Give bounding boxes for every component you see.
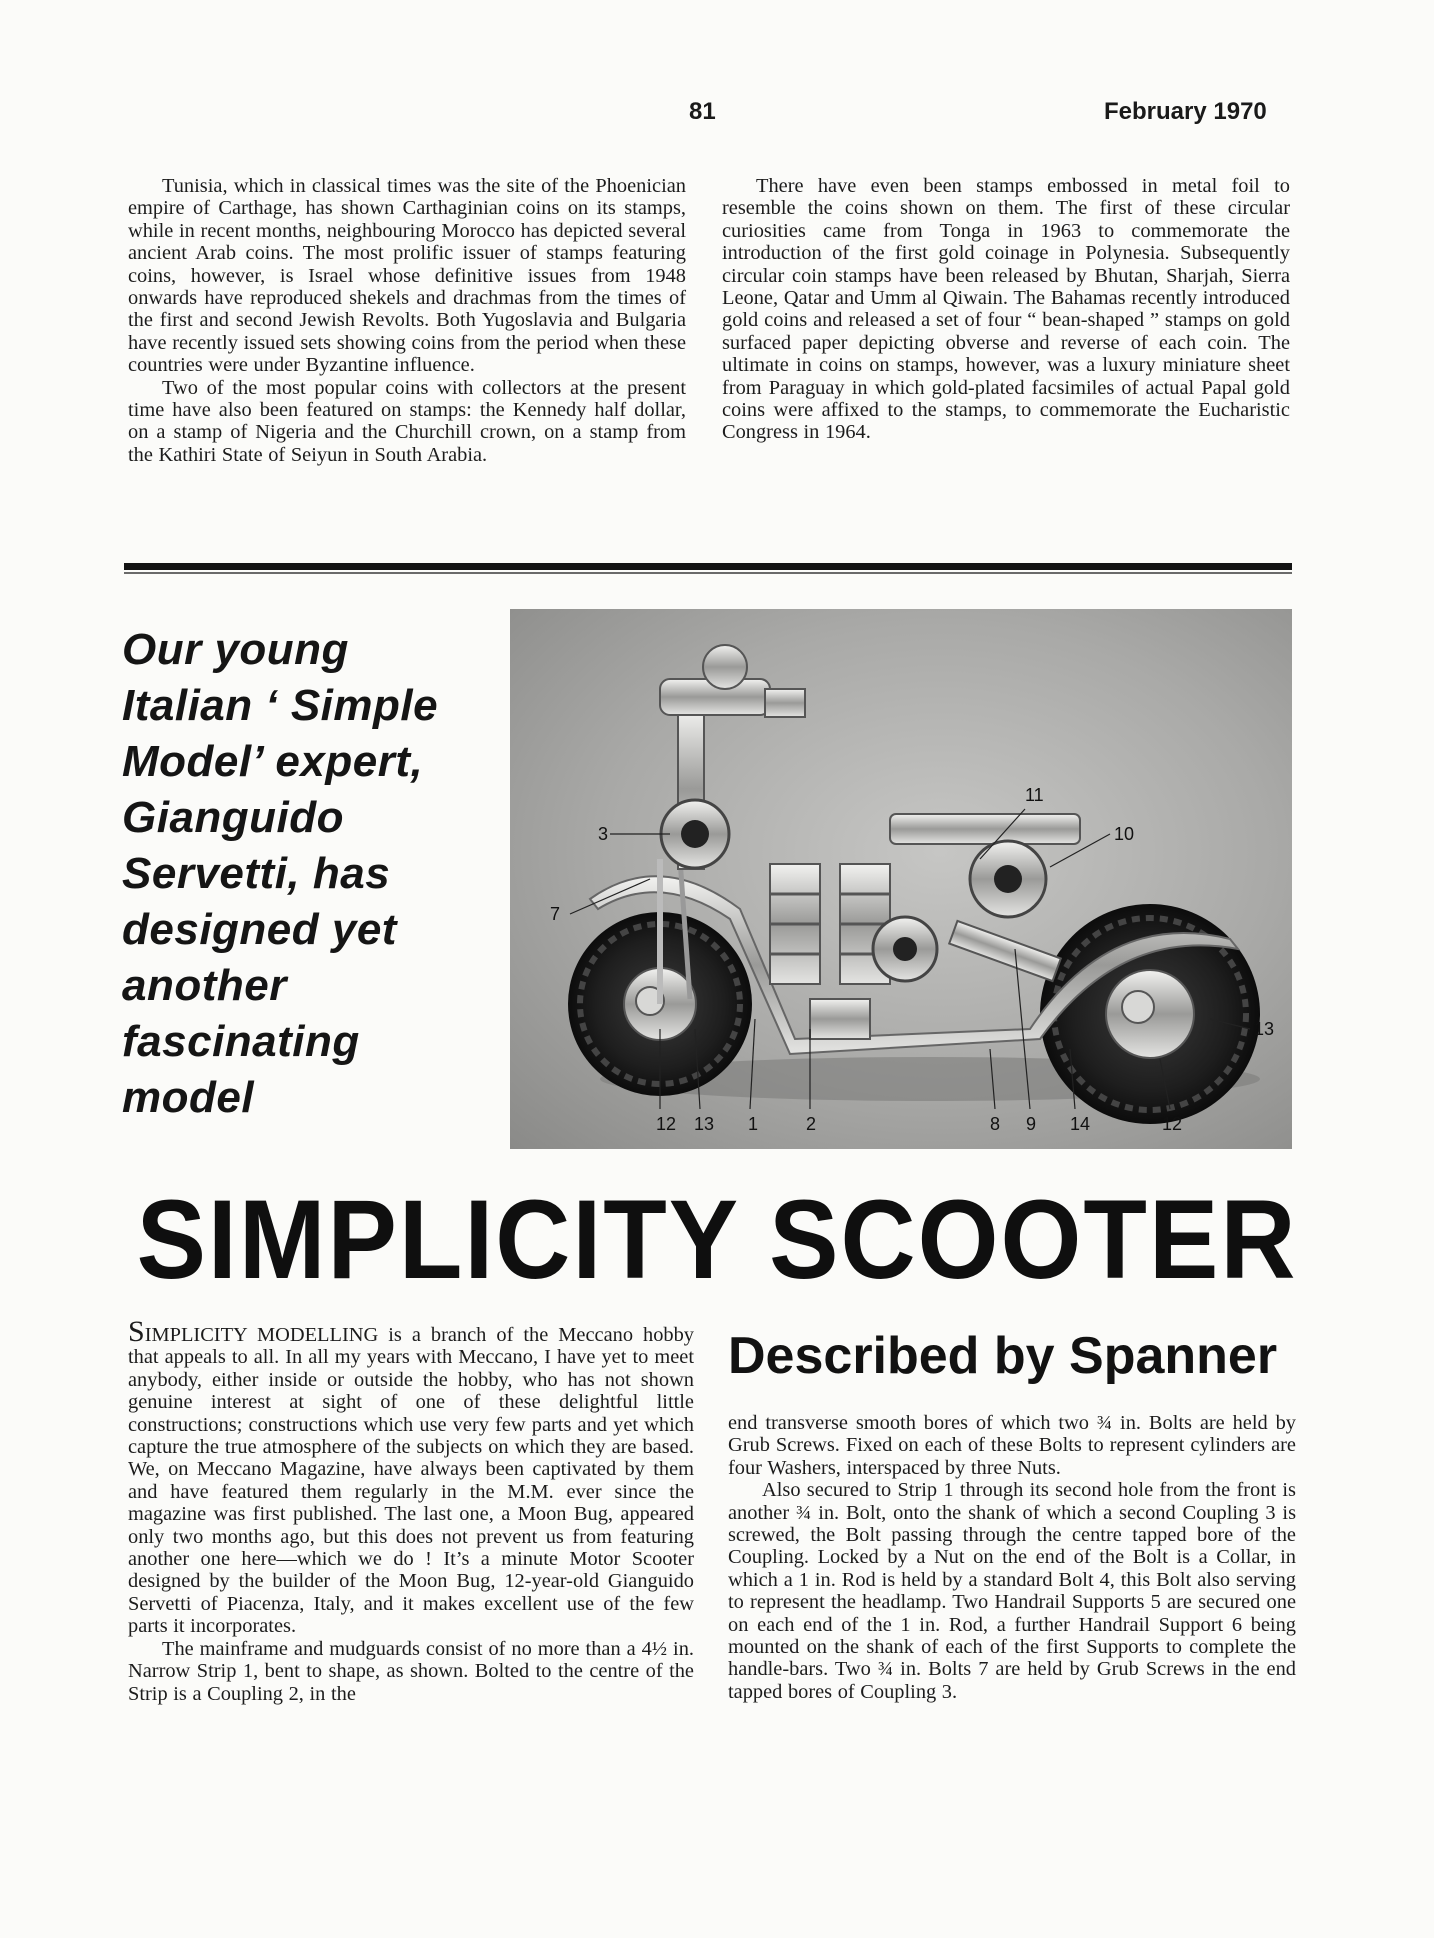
intro-line: Our young — [122, 625, 349, 674]
paragraph — [128, 1315, 694, 1638]
divider-rule — [124, 563, 1292, 570]
scooter-illustration — [510, 609, 1292, 1149]
seat — [890, 814, 1080, 844]
intro-line: Gianguido — [122, 793, 345, 842]
coupling-2 — [810, 999, 870, 1039]
paragraph: There have even been stamps embossed in metal foil to resemble the coins shown on them. The first of these circular curiosities came from Tonga in 1963 to commemorate the introduction of the first gold coinage in Polynesia. Subsequently circular coin stamps have been released by Bhutan, Sharjah, Sierra Leone, Qatar and Umm al Qiwain. The Bahamas recently introduced gold coins and released a set of four “ bean-shaped ” stamps on gold surfaced paper depicting obverse and reverse of each coin. The ultimate in coins on stamps, however, was a luxury miniature sheet from Paraguay in which gold-plated facsimiles of actual Papal gold coins were affixed to the stamps, to commemorate the Eucharistic Congress in 1964. — [722, 175, 1290, 444]
callout-label: 7 — [550, 904, 561, 924]
intro-line: Italian ‘ Simple — [122, 681, 439, 730]
callout-label: 2 — [806, 1114, 817, 1134]
callout-label: 13 — [1254, 1019, 1275, 1039]
paragraph-text: IMPLICITY MODELLING is a branch of the Meccano hobby that appeals to all. In all my years with Meccano, I have yet to meet anybody, either inside or outside the hobby, who has not shown genuine interest at sight of one of these delightful little constructions; constructions which use very few parts and yet which capture the true atmosphere of the subjects on which they are based. We, on Meccano Magazine, have always been captivated by them and have featured them regularly in the M.M. ever since the magazine was first published. The last one, a Moon Bug, appeared only two months ago, but this does not prevent us from featuring another one here—which we do ! It’s a minute Motor Scooter designed by the builder of the Moon Bug, 12-year-old Gianguido Servetti of Piacenza, Italy, and it makes excellent use of the few parts it incorporates. — [128, 1324, 694, 1638]
drop-cap: S — [128, 1315, 145, 1348]
paragraph: Tunisia, which in classical times was the site of the Phoenician empire of Carthage, has shown Carthaginian coins on its stamps, while in recent months, neighbouring Morocco has depicted several ancient Arab coins. The most prolific issuer of stamps featuring coins, however, is Israel whose definitive issues from 1948 onwards have reproduced shekels and drachmas from the times of the first and second Jewish Revolts. Both Yugoslavia and Bulgaria have recently issued sets showing coins from the period when these countries were under Byzantine influence. — [128, 175, 686, 377]
article-right-column — [728, 1412, 1296, 1703]
article-left-column — [128, 1315, 694, 1705]
top-article-left-column — [128, 175, 686, 466]
issue-date: February 1970 — [1104, 98, 1267, 125]
callout-label: 8 — [990, 1114, 1001, 1134]
paragraph: Two of the most popular coins with collectors at the present time have also been featured on stamps: the Kennedy half dollar, on a stamp of Nigeria and the Churchill crown, on a stamp from the Kathiri State of Seiyun in South Arabia. — [128, 376, 686, 466]
callout-label: 14 — [1070, 1114, 1091, 1134]
intro-blurb — [122, 622, 522, 1126]
scooter-model-photo — [510, 609, 1292, 1149]
paragraph: end transverse smooth bores of which two ¾ in. Bolts are held by Grub Screws. Fixed on each of these Bolts to represent cylinders are four Washers, interspaced by three Nuts. — [728, 1412, 1296, 1479]
paragraph: Also secured to Strip 1 through its second hole from the front is another ¾ in. Bolt, onto the shank of which a second Coupling 3 is screwed, the Bolt passing through the centre tapped bore of the Coupling. Locked by a Nut on the end of the Bolt is a Collar, in which a 1 in. Rod is held by a standard Bolt 4, this Bolt also serving to represent the headlamp. Two Handrail Supports 5 are secured one on each end of the 1 in. Rod, a further Handrail Support 6 being mounted on the shank of each of the first Supports to complete the handle-bars. Two ¾ in. Bolts 7 are held by Grub Screws in the end tapped bores of Coupling 3. — [728, 1479, 1296, 1703]
byline: Described by Spanner — [728, 1327, 1278, 1385]
intro-line: Servetti, has — [122, 849, 391, 898]
callout-label: 11 — [1025, 785, 1044, 805]
engine-cylinders — [770, 864, 890, 984]
page-number: 81 — [689, 98, 716, 125]
intro-line: model — [122, 1073, 255, 1122]
callout-label: 13 — [694, 1114, 715, 1134]
callout-label: 1 — [748, 1114, 759, 1134]
callout-label: 9 — [1026, 1114, 1037, 1134]
article-title: SIMPLICITY SCOOTER — [136, 1177, 1298, 1303]
callout-label: 10 — [1114, 824, 1135, 844]
divider-rule-thin — [124, 572, 1292, 574]
intro-line: fascinating — [122, 1017, 360, 1066]
intro-line: designed yet — [122, 905, 397, 954]
top-article-right-column — [722, 175, 1290, 444]
callout-label: 12 — [656, 1114, 677, 1134]
paragraph: The mainframe and mudguards consist of no more than a 4½ in. Narrow Strip 1, bent to shape, as shown. Bolted to the centre of the Strip is a Coupling 2, in the — [128, 1637, 694, 1705]
callout-label: 12 — [1162, 1114, 1183, 1134]
intro-line: another — [122, 961, 287, 1010]
intro-line: Model’ expert, — [122, 737, 424, 786]
callout-label: 3 — [598, 824, 609, 844]
